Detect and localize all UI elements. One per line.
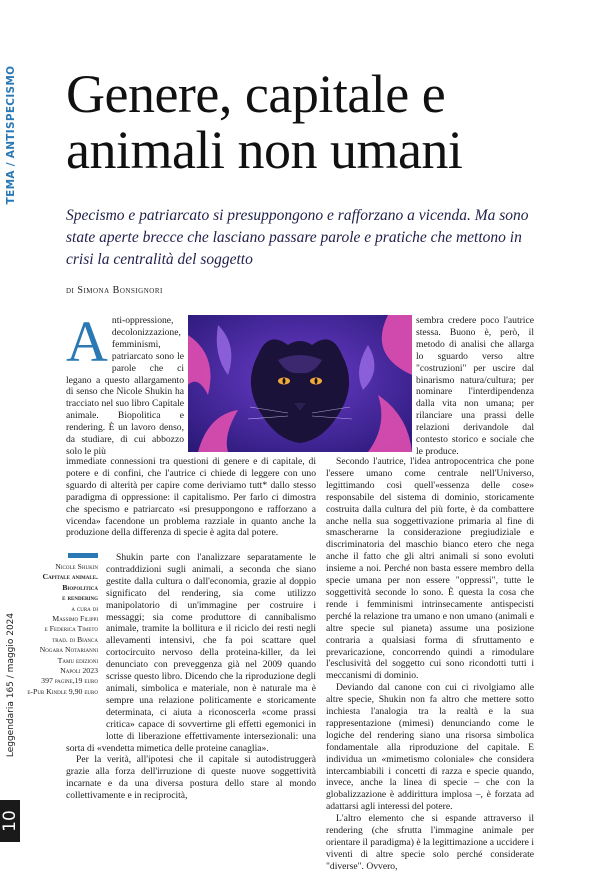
byline: di Simona Bonsignori — [66, 285, 163, 296]
book-info-sidebar — [20, 553, 98, 697]
section-tag: TEMA / ANTISPECISMO — [5, 65, 17, 205]
book-place-year: Napoli 2023 — [60, 666, 98, 676]
column-c-intro: sembra credere poco l'autrice stessa. Buono è, però, il metodo di analisi che allarga lo sguardo verso altre "costruzioni" per uscire dal binarismo natura/cultura; per nominare l'interdipendenza dalla vita non umana; per rilanciare una prassi delle relazioni derivandole dal contesto storico e sociale che le produce. — [416, 315, 534, 457]
book-ebook-price: e-Pub Kindle 9,90 euro — [27, 686, 98, 696]
accent-bar — [68, 553, 98, 558]
column-a-intro: Anti-oppressione, decolonizzazione, femminismi, patriarcato sono le parole che ci legano a questo allargamento di senso che Nicole Shukin ha tracciato nel suo libro Capitale animale. Biopolitica e rendering. È un lavoro denso, da studiare, di cui abbozzo solo le più — [66, 309, 184, 457]
book-editor-label: a cura di — [71, 603, 98, 613]
book-translator-name: Nogara Notarianni — [39, 645, 98, 655]
book-title-line3: e rendering — [62, 593, 98, 603]
article-subtitle: Specismo e patriarcato si presuppongono e rafforzano a vicenda. Ma sono state aperte brecce che lasciano passare parole e pratiche che mettono in crisi la centralità del soggetto — [66, 207, 529, 268]
page-number: 10 — [0, 800, 20, 842]
article-title: Genere, capitale e animali non umani — [66, 64, 463, 180]
publication-strip: Leggendaria 165 / maggio 2024 — [6, 612, 16, 758]
drop-cap: A — [66, 309, 108, 374]
book-editor-2: e Federica Timeto — [44, 624, 98, 634]
book-editor-1: Massimo Filippi — [52, 614, 98, 624]
column-a-bottom: Shukin parte con l'analizzare separatamente le contraddizioni sugli animali, a seconda che siano gestite dalla cultura o dall'economia, grazie al doppio significato del rendering, sia come utilizzo manipolatorio di un'immagine per costruire i messaggi; sia come produttore di cannibalismo animale, tramite la bollitura e il riciclo dei resti negli allevamenti intensivi, che fa poi scattare quel cortocircuito nervoso della proteina-killer, da lei denunciato con preveggenza già nel 2009 quando scrisse questo libro. Dicendo che la riproduzione degli animali, simbolica e materiale, non è naturale ma è sempre una relazione politicamente e storicamente determinata, ci aiuta a riconoscerla «come prassi critica» capace di sovvertirne gli effetti egemonici in lotte di liberazione effettivamente intersezionali: una sorta di «vendetta mimetica delle proteine canaglia». Per la verità, all'ipotesi che il capitale si autodistruggerà grazie alla forza dell'irruzione di queste nuove soggettività incarnate e da una diversa postura dello stare al mondo collettivamente e in reciprocità, — [66, 552, 316, 802]
panther-illustration — [188, 315, 412, 452]
book-translator: trad. di Bianca — [52, 634, 98, 644]
book-title-line2: Biopolitica — [62, 582, 98, 592]
column-b: Secondo l'autrice, l'idea antropocentrica che pone l'essere umano come centrale nell'Universo, legittimando così quell'«essenza delle cose» responsabile del sistema di dominio, storicamente costruita dalla cultura del più forte, è da combattere anche nella sua soggettivazione primaria al fine di smascherarne la considerazione pregiudiziale e discriminatoria del maschio bianco etero che nega anche il fatto che gli altri animali si sono evoluti insieme a noi. Perché non basta essere membro della specie umana per non essere "oppressi", tutte le soggettività seconde lo sono. È questa la cosa che rende i femminismi intrinsecamente antispecisti perché la relazione tra umano e non umano (animali e altre specie sul pianeta) assume una posizione contraria a qualsiasi forma di sfruttamento e prevaricazione, concorrendo quindi a rimodulare l'esclusività del soggetto cui sono ricondotti tutti i meccanismi di dominio. Deviando dal canone con cui ci rivolgiamo alle altre specie, Shukin non fa altro che mettere sotto inchiesta l'analogia tra la realtà e la sua rappresentazione (mimesi) denunciando come le logiche del rendering siano una risorsa simbolica fondamentale alla riproduzione del capitale. E individua un «mimetismo coloniale» che considera intercambiabili i concetti di razza e specie quando, invece, anche la linea di specie – che con la globalizzazione è addirittura implosa –, è forzata ad adattarsi agli interessi del potere. L'altro elemento che si espande attraverso il rendering (che sfrutta l'immagine animale per orientare il paradigma) è la legittimazione a uccidere i viventi di altre specie solo perché considerate "diverse". Ovvero, — [326, 456, 534, 872]
book-pages-price: 397 pagine,19 euro — [41, 676, 98, 686]
column-a-wide: immediate connessioni tra questioni di genere e di capitale, di potere e di confini, che l'autrice ci chiede di leggere con uno sguardo di alterità per capire come deriviamo tutt* dallo stesso paradigma di oppressione: il capitalismo. Per farlo ci dimostra che specismo e patriarcato «si presuppongono e rafforzano a vicenda» facendone un problema razziale in quanto anche la produzione della differenza di specie è agita dal potere. — [66, 456, 316, 539]
book-author: Nicole Shukin — [55, 562, 98, 571]
book-publisher: Tamu edizioni — [57, 655, 98, 665]
book-title: Capitale animale. — [42, 572, 98, 582]
